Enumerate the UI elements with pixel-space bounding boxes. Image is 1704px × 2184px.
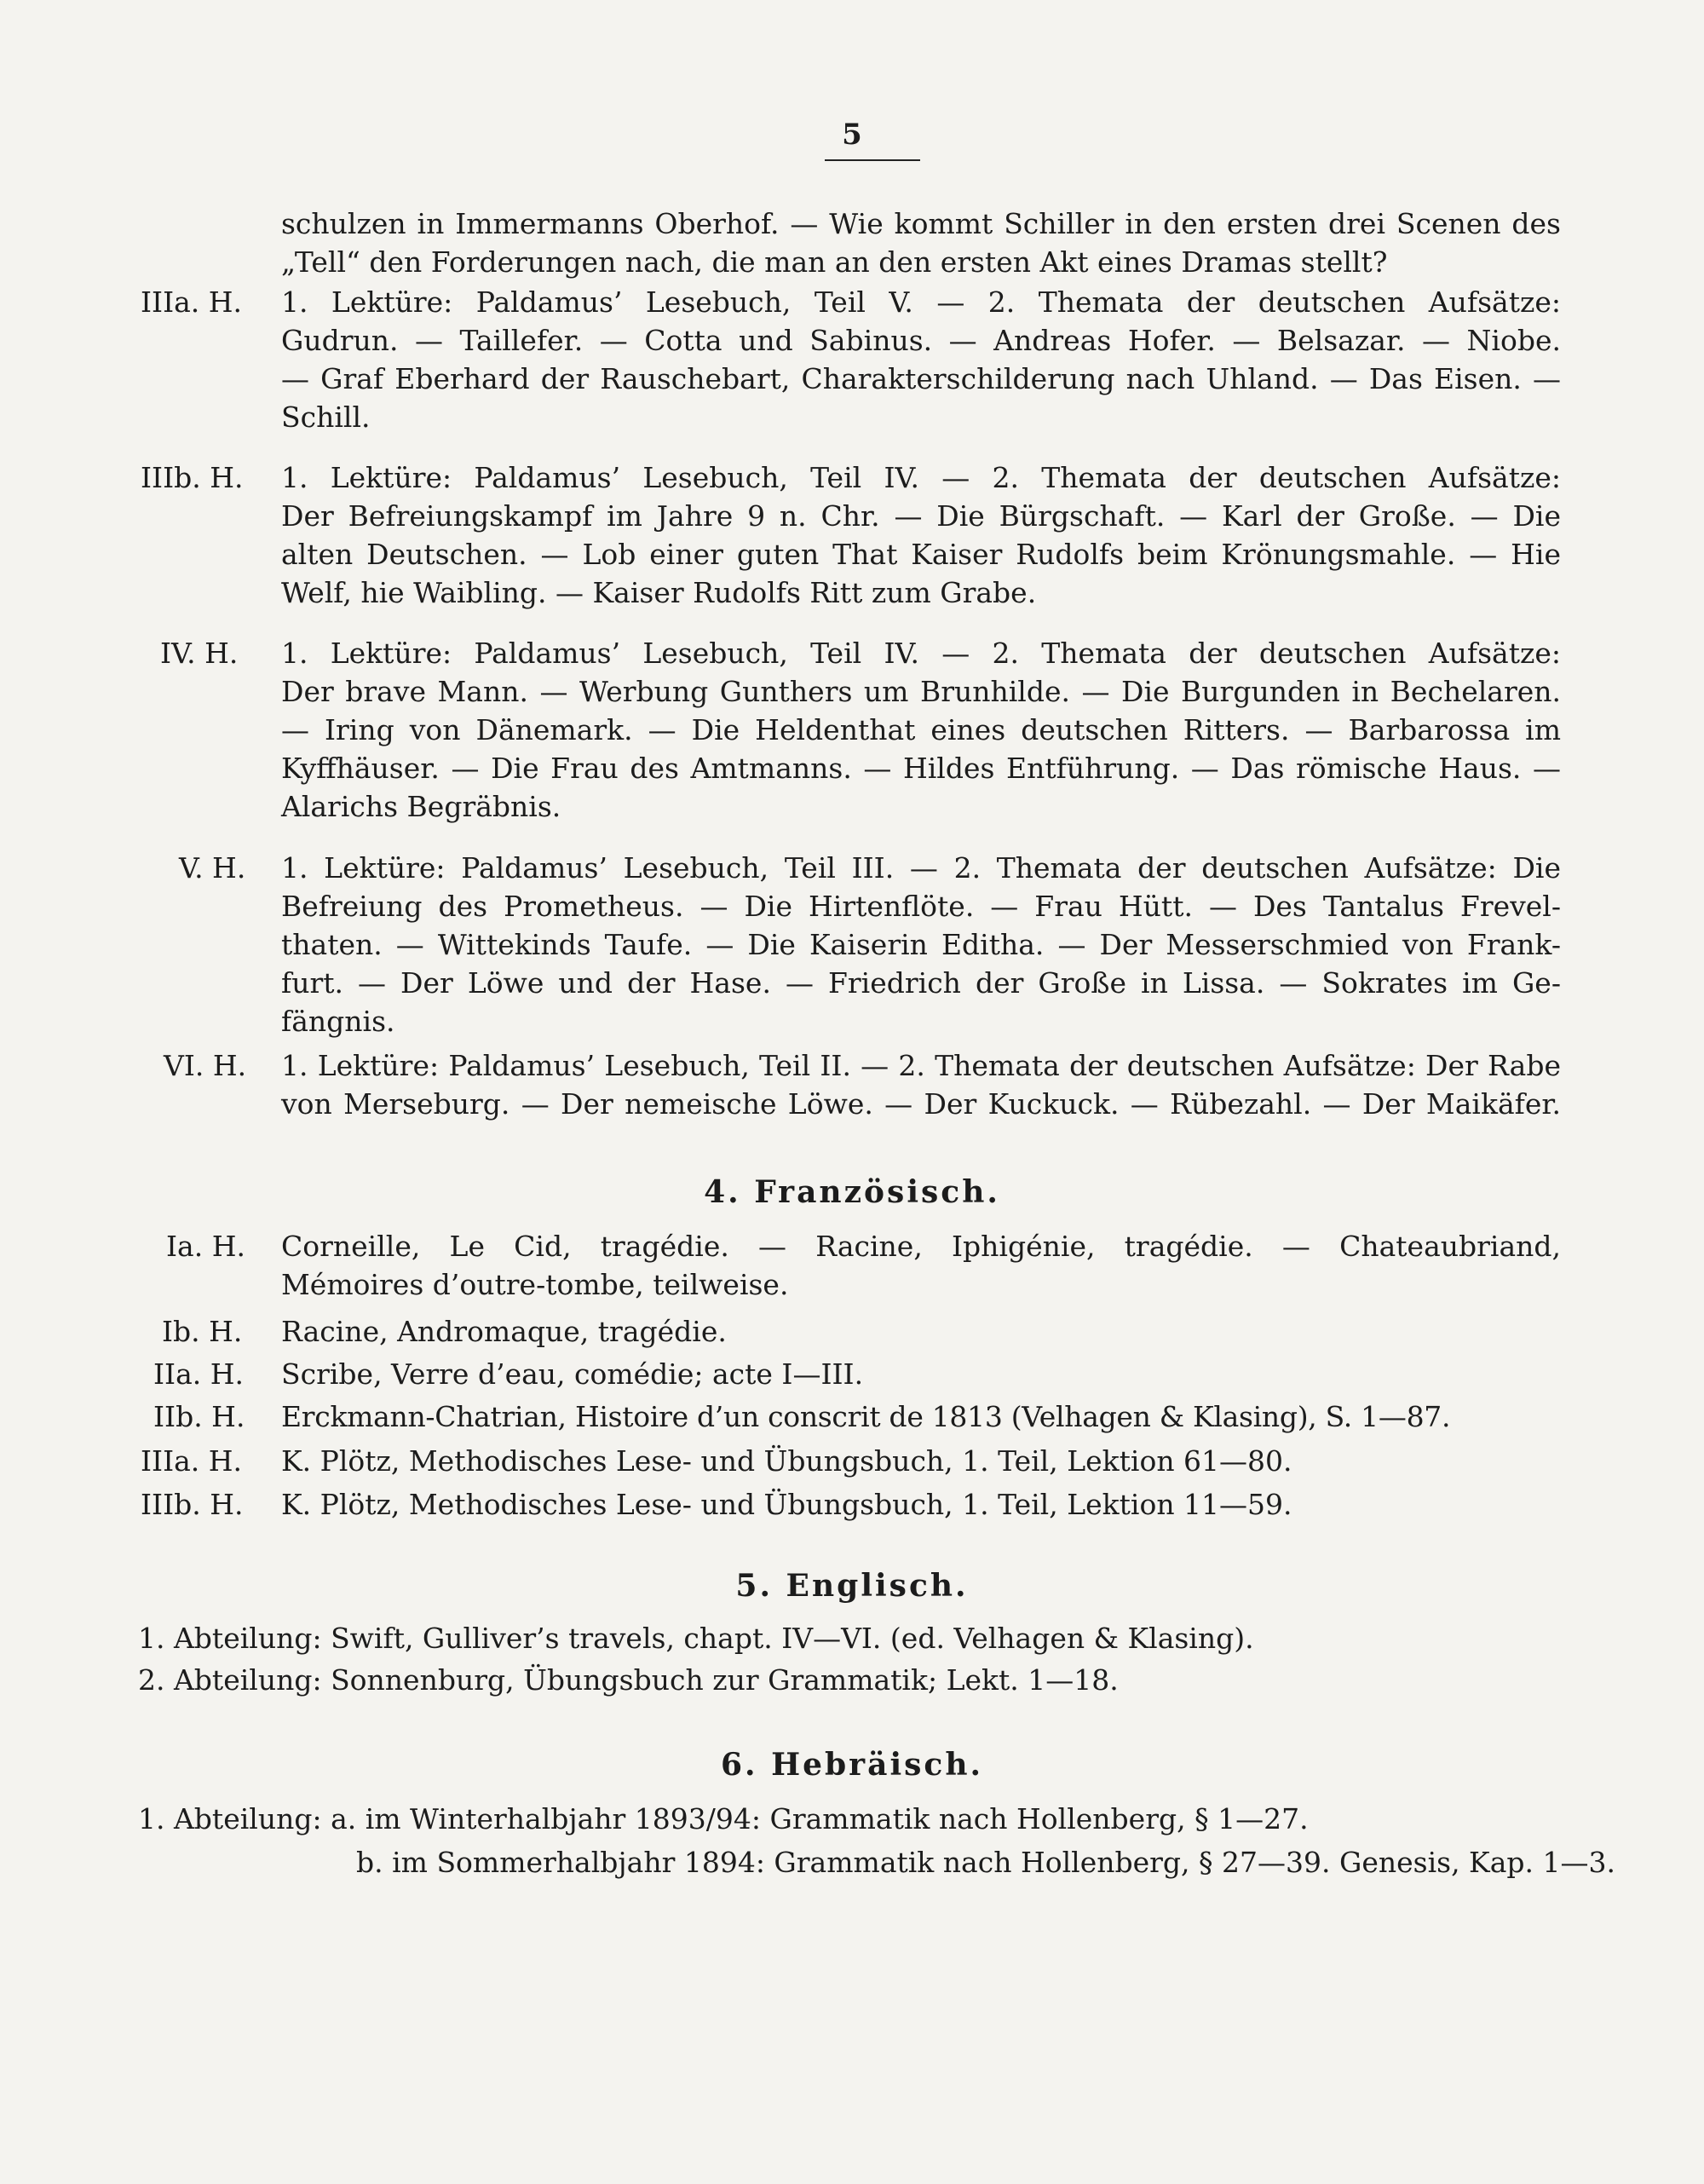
text-line: furt. — Der Löwe und der Hase. — Friedrich der Große in Lissa. — Sokrates im Ge- [281, 966, 1561, 1000]
hebrew-entries [138, 1800, 1615, 1881]
text-line: Welf, hie Waibling. — Kaiser Rudolfs Ritt zum Grabe. [281, 576, 1037, 609]
text-line: Scribe, Verre d’eau, comédie; acte I—III. [281, 1357, 864, 1391]
text-line: thaten. — Wittekinds Taufe. — Die Kaiserin Editha. — Der Messerschmied von Frank- [281, 928, 1561, 961]
class-label: V. H. [179, 851, 246, 885]
class-label: IIb. H. [153, 1400, 245, 1433]
class-label: IIIb. H. [141, 461, 244, 494]
class-label: IIIa. H. [141, 1444, 243, 1478]
text-line: Gudrun. — Taillefer. — Cotta und Sabinus. — Andreas Hofer. — Belsazar. — Niobe. [281, 324, 1561, 357]
text-line: 1. Lektüre: Paldamus’ Lesebuch, Teil III. — 2. Themata der deutschen Aufsätze: Die [281, 851, 1561, 885]
entry-text [281, 1355, 1561, 1393]
entry-text [281, 1442, 1561, 1480]
text-line: schulzen in Immermanns Oberhof. — Wie kommt Schiller in den ersten drei Scenen des [281, 207, 1561, 240]
text-line: K. Plötz, Methodisches Lese- und Übungsbuch, 1. Teil, Lektion 11—59. [281, 1488, 1292, 1521]
text-line: von Merseburg. — Der nemeische Löwe. — Der Kuckuck. — Rübezahl. — Der Maikäfer. [281, 1087, 1561, 1121]
section-heading-english: 5. Englisch. [735, 1568, 969, 1604]
text-line: alten Deutschen. — Lob einer guten That Kaiser Rudolfs beim Krönungsmahle. — Hie [281, 538, 1561, 571]
text-line: Der Befreiungskampf im Jahre 9 n. Chr. — Die Bürgschaft. — Karl der Große. — Die [281, 499, 1561, 533]
entry-text [281, 1312, 1561, 1351]
text-line: Corneille, Le Cid, tragédie. — Racine, Iphigénie, tragédie. — Chateaubriand, [281, 1230, 1561, 1263]
class-label: Ib. H. [162, 1315, 243, 1348]
text-line: Kyffhäuser. — Die Frau des Amtmanns. — Hildes Entführung. — Das römische Haus. — [281, 752, 1561, 785]
text-line: fängnis. [281, 1005, 395, 1038]
class-label: IV. H. [160, 637, 239, 670]
text-line: 2. Abteilung: Sonnenburg, Übungsbuch zur Grammatik; Lekt. 1—18. [138, 1663, 1119, 1697]
text-line: 1. Abteilung: Swift, Gulliver’s travels, chapt. IV—VI. (ed. Velhagen & Klasing). [138, 1622, 1254, 1655]
text-line: 1. Lektüre: Paldamus’ Lesebuch, Teil IV. — 2. Themata der deutschen Aufsätze: [281, 461, 1561, 494]
text-line: Schill. [281, 400, 371, 434]
text-line: Erckmann-Chatrian, Histoire d’un conscrit de 1813 (Velhagen & Klasing), S. 1—87. [281, 1400, 1451, 1433]
class-label: Ia. H. [166, 1230, 245, 1263]
text-line: — Iring von Dänemark. — Die Heldenthat eines deutschen Ritters. — Barbarossa im [281, 713, 1561, 746]
text-line: — Graf Eberhard der Rauschebart, Charakterschilderung nach Uhland. — Das Eisen. — [281, 362, 1561, 395]
german-continuation [281, 205, 1561, 281]
class-label: VI. H. [164, 1049, 247, 1082]
page-number: 5 [842, 118, 862, 152]
page-number-rule [825, 159, 920, 161]
text-line: 1. Lektüre: Paldamus’ Lesebuch, Teil II. — 2. Themata der deutschen Aufsätze: Der Rabe [281, 1049, 1561, 1082]
text-line: Befreiung des Prometheus. — Die Hirtenflöte. — Frau Hütt. — Des Tantalus Frevel- [281, 890, 1561, 923]
class-label: IIIa. H. [141, 285, 243, 319]
class-label: IIa. H. [153, 1357, 244, 1391]
text-line: Der brave Mann. — Werbung Gunthers um Brunhilde. — Die Burgunden in Bechelaren. [281, 675, 1561, 708]
entry-text [281, 283, 1561, 436]
text-line: 1. Lektüre: Paldamus’ Lesebuch, Teil IV. — 2. Themata der deutschen Aufsätze: [281, 637, 1561, 670]
entry-text [281, 1046, 1561, 1123]
text-line: 1. Lektüre: Paldamus’ Lesebuch, Teil V. — 2. Themata der deutschen Aufsätze: [281, 285, 1561, 319]
text-line: Mémoires d’outre-tombe, teilweise. [281, 1268, 789, 1301]
entry-text [281, 1485, 1561, 1524]
class-label: IIIb. H. [141, 1488, 244, 1521]
text-line: „Tell“ den Forderungen nach, die man an den ersten Akt eines Dramas stellt? [281, 245, 1388, 279]
text-line: K. Plötz, Methodisches Lese- und Übungsbuch, 1. Teil, Lektion 61—80. [281, 1444, 1292, 1478]
entry-text [281, 634, 1561, 826]
text-line: 1. Abteilung: a. im Winterhalbjahr 1893/94: Grammatik nach Hollenberg, § 1—27. [138, 1802, 1309, 1835]
entry-text [281, 1227, 1561, 1304]
text-line: Alarichs Begräbnis. [281, 790, 561, 823]
text-line: b. im Sommerhalbjahr 1894: Grammatik nach Hollenberg, § 27—39. Genesis, Kap. 1—3. [356, 1846, 1615, 1879]
text-line: Racine, Andromaque, tragédie. [281, 1315, 727, 1348]
entry-text [281, 1397, 1561, 1436]
section-heading-french: 4. Französisch. [704, 1174, 1000, 1210]
entry-text [281, 458, 1561, 612]
entry-text [281, 849, 1561, 1040]
english-entries [138, 1619, 1561, 1699]
section-heading-hebrew: 6. Hebräisch. [720, 1747, 984, 1783]
